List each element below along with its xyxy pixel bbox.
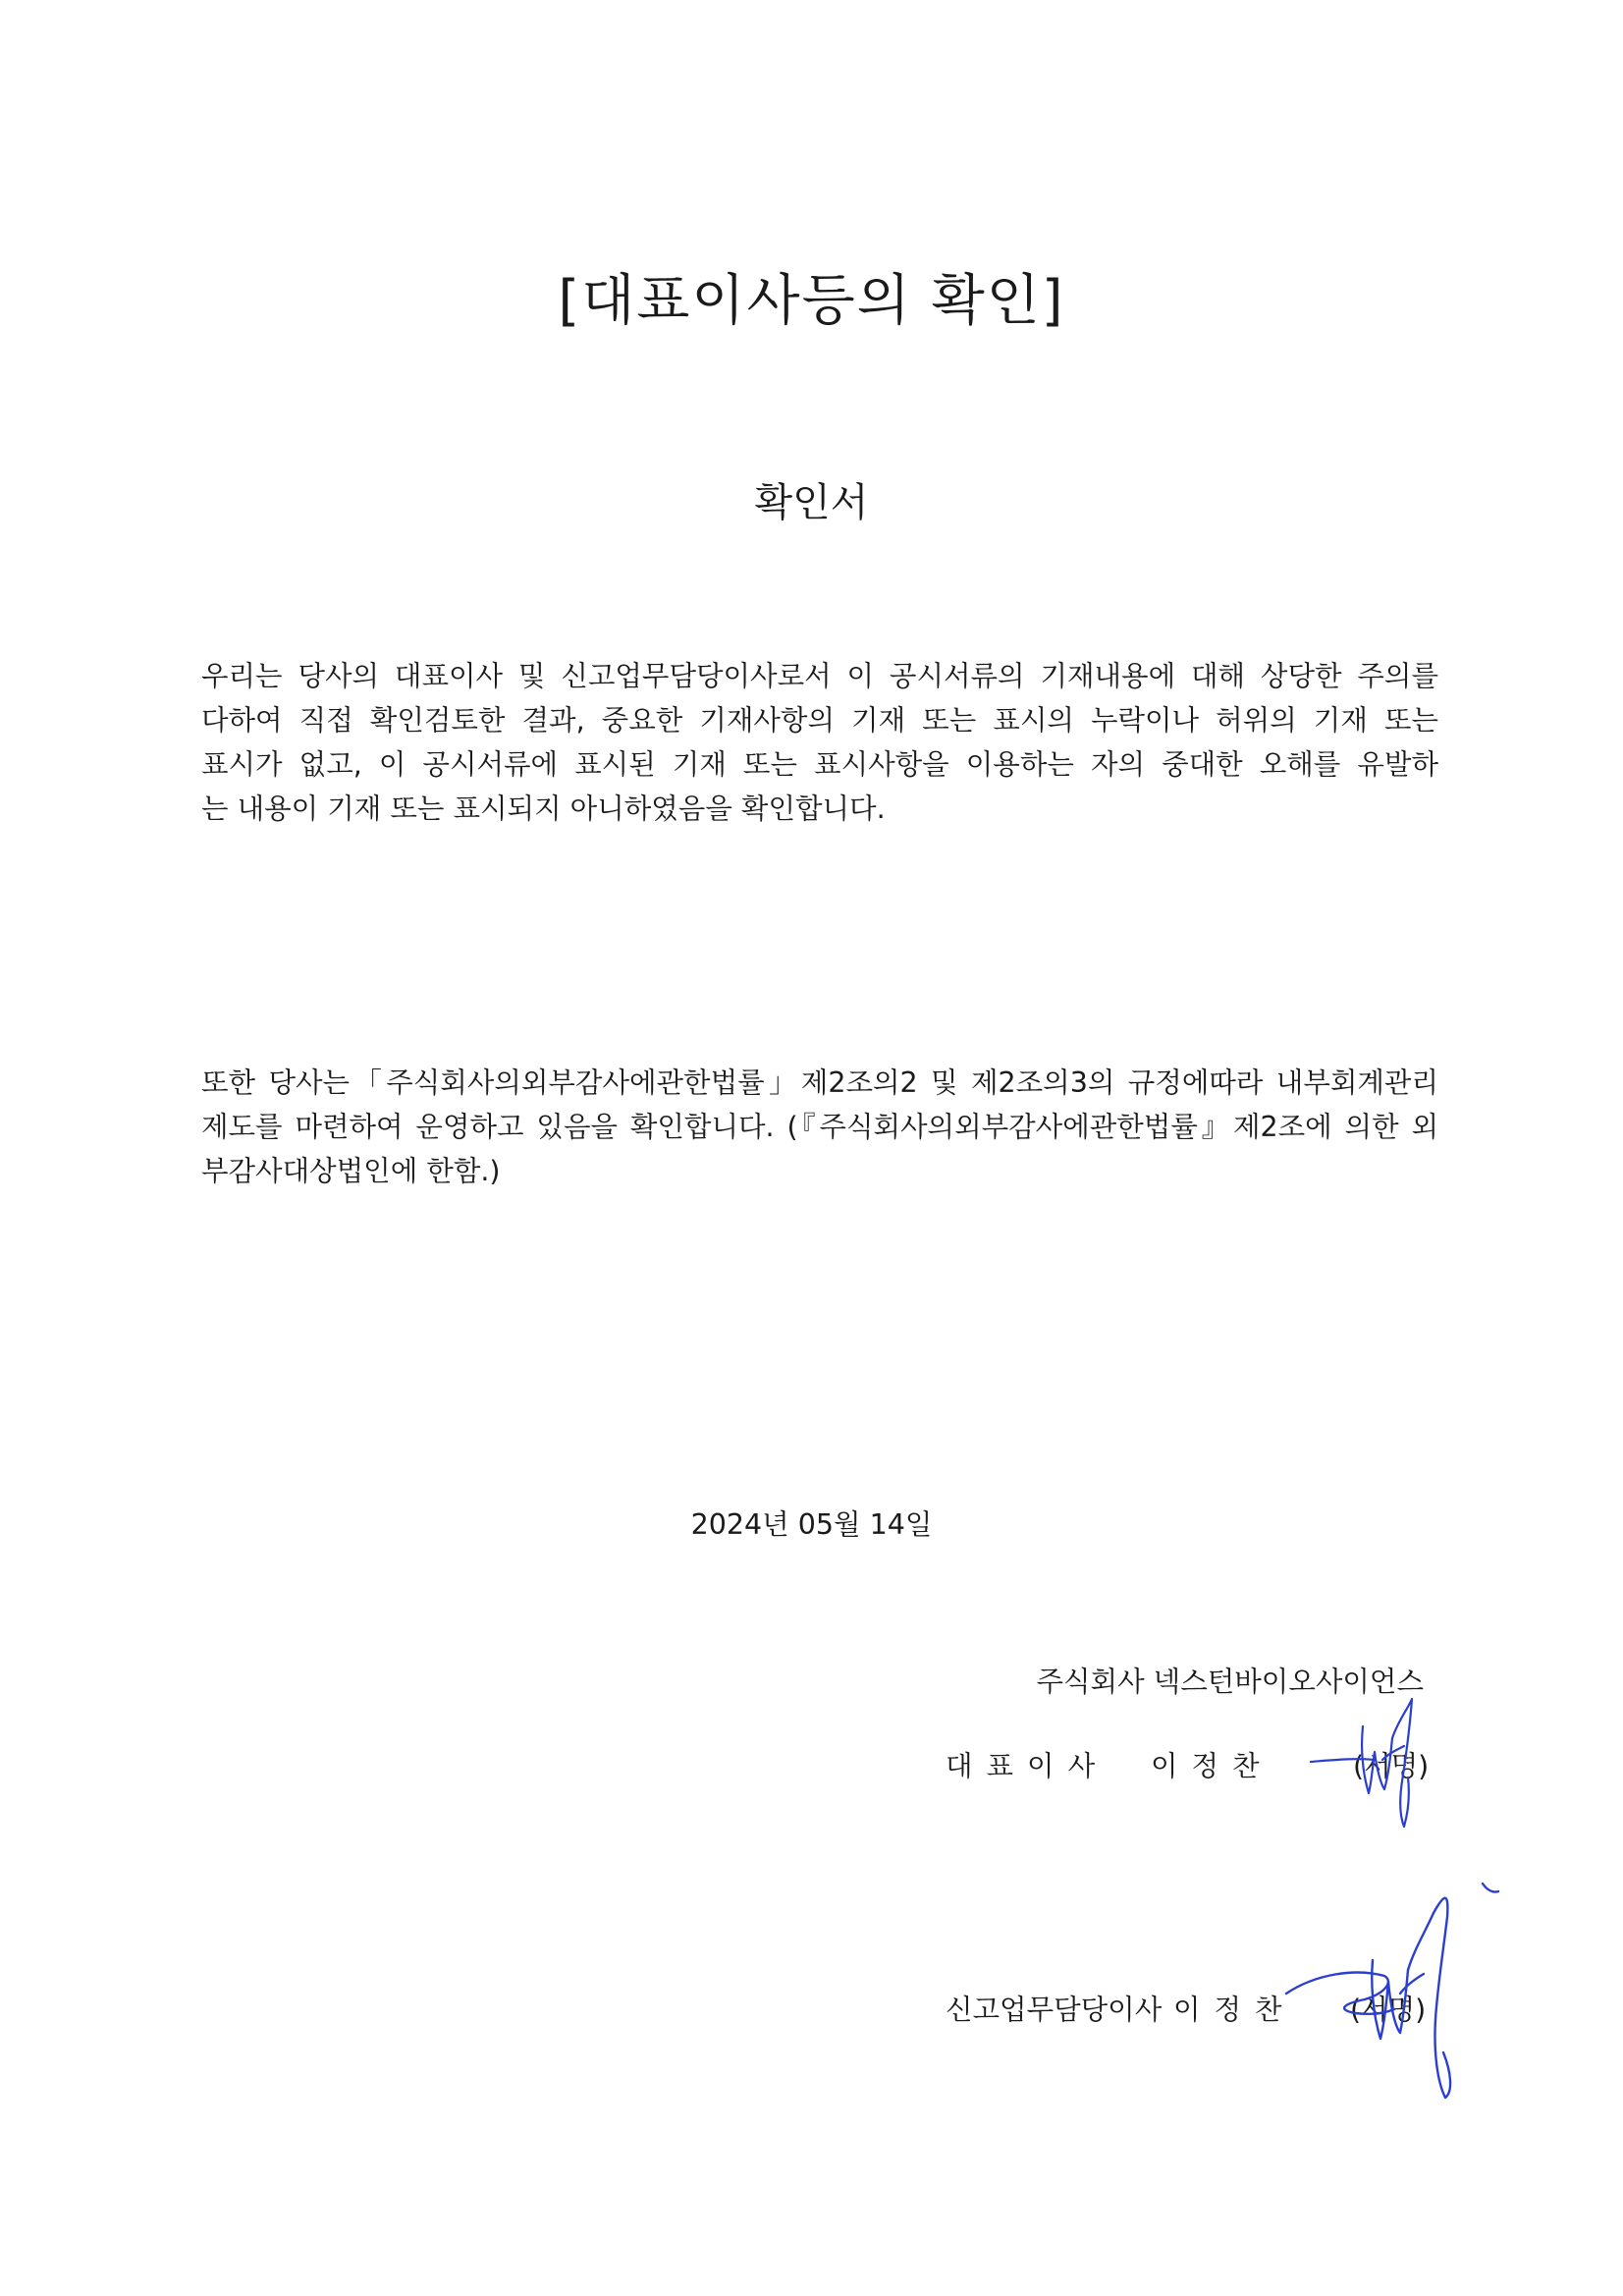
- paragraph-line: 또한 당사는「주식회사의외부감사에관한법률」제2조의2 및 제2조의3의 규정에따라 내부회계관리: [201, 1066, 1438, 1099]
- company-name: 주식회사 넥스턴바이오사이언스: [1036, 1666, 1424, 1698]
- ceo-name: 이정찬: [1151, 1750, 1273, 1782]
- reporting-officer-name: 이정찬: [1173, 1994, 1296, 2026]
- paragraph-line: 우리는 당사의 대표이사 및 신고업무담당이사로서 이 공시서류의 기재내용에 대해 상당한 주의를: [201, 660, 1438, 692]
- paragraph-line: 표시가 없고, 이 공시서류에 표시된 기재 또는 표시사항을 이용하는 자의 중대한 오해를 유발하: [201, 748, 1438, 781]
- reporting-officer-title: 신고업무담당이사: [946, 1994, 1163, 2026]
- confirmation-paragraph: [201, 654, 1438, 831]
- document-title: [대표이사등의 확인]: [558, 269, 1065, 333]
- paragraph-line: 부감사대상법인에 한함.): [201, 1155, 501, 1187]
- reporting-officer-signature-label: (서명): [1350, 1994, 1427, 2026]
- paragraph-line: 다하여 직접 확인검토한 결과, 중요한 기재사항의 기재 또는 표시의 누락이나 허위의 기재 또는: [201, 704, 1438, 737]
- ceo-signature-label: (서명): [1353, 1750, 1430, 1782]
- document-subtitle: 확인서: [754, 480, 869, 525]
- internal-control-paragraph: [201, 1061, 1438, 1193]
- document-date: 2024년 05월 14일: [690, 1508, 933, 1541]
- ceo-title: 대표이사: [946, 1750, 1109, 1782]
- paragraph-line: 는 내용이 기재 또는 표시되지 아니하였음을 확인합니다.: [201, 793, 886, 825]
- paragraph-line: 제도를 마련하여 운영하고 있음을 확인합니다. (『주식회사의외부감사에관한법률』제2조에 의한 외: [201, 1111, 1438, 1143]
